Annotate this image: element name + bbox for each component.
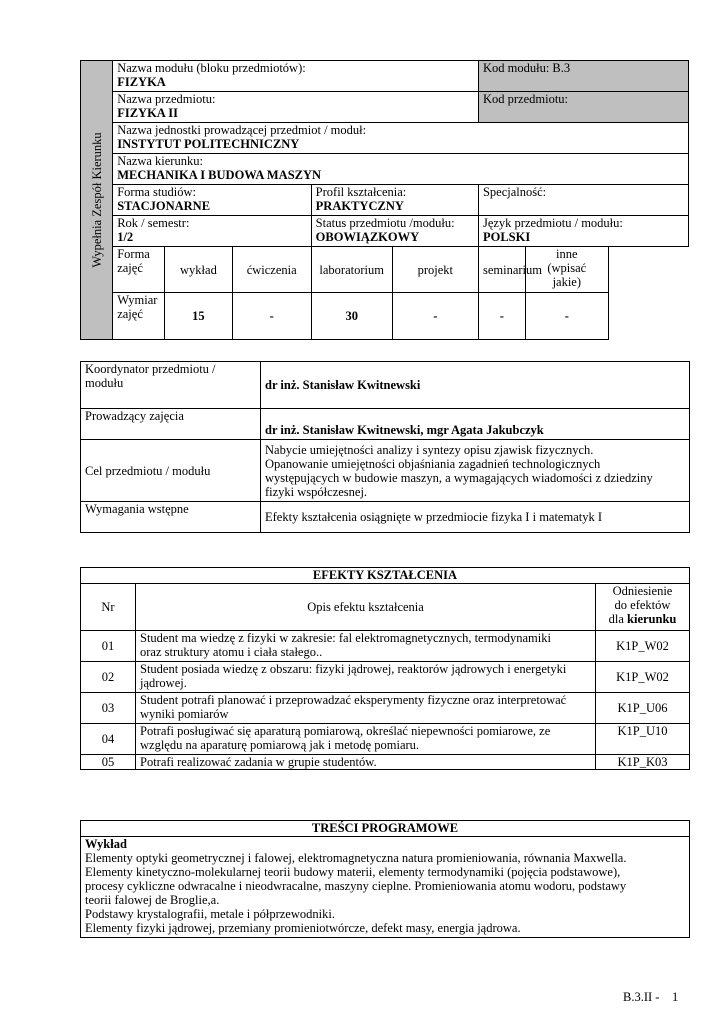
module-code-label: Kod modułu: B.3 bbox=[482, 61, 571, 75]
contents-line: Elementy kinetyczno-molekularnej teorii budowy materii, elementy termodynamiki (pojęcia podstawowe), bbox=[85, 865, 621, 879]
outcomes-col-ref bbox=[596, 584, 690, 631]
field-label: Nazwa kierunku: bbox=[117, 154, 203, 168]
subject-code-cell bbox=[478, 92, 688, 123]
subject-name-cell bbox=[113, 92, 479, 123]
outcome-nr: 01 bbox=[81, 631, 136, 662]
contents-line: procesy cykliczne odwracalne i nieodwracalne, maszyny cieplne. Promieniowania atomu wodoru, podstawy bbox=[85, 879, 627, 893]
outcomes-table bbox=[80, 567, 690, 770]
contents-line: Elementy optyki geometrycznej i falowej, elektromagnetyczna natura promieniowania, równania Maxwella. bbox=[85, 851, 627, 865]
subject-name-label: Nazwa przedmiotu: bbox=[117, 92, 216, 106]
table-row bbox=[81, 662, 690, 693]
side-label: Wypełnia Zespół Kierunku bbox=[89, 132, 104, 268]
outcome-desc bbox=[136, 693, 596, 724]
goal-value bbox=[261, 440, 690, 502]
table-row bbox=[81, 631, 690, 662]
year-value: 1/2 bbox=[117, 230, 134, 244]
status-value: OBOWIĄZKOWY bbox=[315, 230, 420, 244]
subject-code-label: Kod przedmiotu: bbox=[482, 92, 569, 106]
goal-line: Opanowanie umiejętności objaśniania zagadnień technologicznych bbox=[265, 456, 601, 471]
hours-label bbox=[113, 293, 165, 340]
outcome-desc-line: oraz struktury atomu i ciała stałego.. bbox=[140, 645, 323, 659]
module-name-value: FIZYKA bbox=[117, 75, 166, 89]
outcome-nr: 02 bbox=[81, 662, 136, 693]
outcomes-col-nr: Nr bbox=[81, 584, 136, 631]
outcome-nr: 03 bbox=[81, 693, 136, 724]
coordinator-label-2: modułu bbox=[85, 376, 124, 390]
outcome-desc-line: Student ma wiedzę z fizyki w zakresie: fal elektromagnetycznych, termodynamiki bbox=[140, 631, 551, 645]
page-number: 1 bbox=[671, 990, 679, 1004]
outcome-desc-line: względu na aparaturę pomiarową jak i metodę pomiaru. bbox=[140, 738, 420, 752]
other-line-1: inne bbox=[556, 247, 578, 261]
outcome-ref: K1P_K03 bbox=[596, 755, 690, 770]
coordinator-label-1: Koordynator przedmiotu / bbox=[85, 362, 216, 376]
unit-cell bbox=[113, 123, 689, 154]
specialty-cell bbox=[478, 185, 688, 216]
hours-laboratory: 30 bbox=[311, 293, 392, 340]
contents-table bbox=[80, 820, 690, 938]
side-label-cell bbox=[81, 61, 113, 340]
teachers-value: dr inż. Stanisław Kwitnewski, mgr Agata Jakubczyk bbox=[261, 409, 690, 440]
year-label: Rok / semestr: bbox=[117, 216, 190, 230]
unit-value: INSTYTUT POLITECHNICZNY bbox=[117, 137, 300, 151]
course-info-table bbox=[80, 361, 690, 533]
outcome-ref: K1P_U10 bbox=[596, 724, 690, 755]
class-form-lecture: wykład bbox=[165, 247, 233, 293]
year-cell bbox=[113, 216, 311, 247]
goal-line: Nabycie umiejętności analizy i syntezy opisu zjawisk fizycznych. bbox=[265, 442, 594, 457]
module-name-cell bbox=[113, 61, 479, 92]
study-form-label: Forma studiów: bbox=[117, 185, 197, 199]
class-form-project: projekt bbox=[392, 247, 478, 293]
coordinator-value: dr inż. Stanisław Kwitnewski bbox=[261, 362, 690, 409]
unit-label: Nazwa jednostki prowadzącej przedmiot / moduł: bbox=[117, 123, 367, 137]
contents-line: Podstawy krystalografii, metale i półprzewodniki. bbox=[85, 907, 335, 921]
outcome-desc bbox=[136, 631, 596, 662]
outcomes-col-desc: Opis efektu kształcenia bbox=[136, 584, 596, 631]
specialty-label: Specjalność: bbox=[482, 185, 547, 199]
goal-line: fizyki współczesnej. bbox=[265, 484, 368, 499]
contents-line: teorii falowej de Broglie,a. bbox=[85, 893, 220, 907]
outcome-desc bbox=[136, 724, 596, 755]
outcome-desc-line: Student potrafi planować i przeprowadzać eksperymenty fizyczne oraz interpretować bbox=[140, 693, 567, 707]
coordinator-label-cell bbox=[81, 362, 261, 409]
subject-name-value: FIZYKA II bbox=[117, 106, 178, 120]
page-code: B.3.II - bbox=[623, 990, 660, 1004]
profile-value: PRAKTYCZNY bbox=[315, 199, 404, 213]
table-row bbox=[81, 724, 690, 755]
language-cell bbox=[478, 216, 688, 247]
hours-seminar: - bbox=[478, 293, 525, 340]
hours-other: - bbox=[525, 293, 608, 340]
hours-project: - bbox=[392, 293, 478, 340]
teachers-label: Prowadzący zajęcia bbox=[81, 409, 261, 440]
contents-title: TREŚCI PROGRAMOWE bbox=[81, 821, 690, 837]
contents-body bbox=[81, 837, 690, 938]
outcome-ref: K1P_W02 bbox=[596, 631, 690, 662]
table-row bbox=[81, 755, 690, 770]
col-ref-line-2: do efektów bbox=[614, 598, 671, 612]
field-cell bbox=[113, 154, 689, 185]
study-form-cell bbox=[113, 185, 311, 216]
class-form-laboratory: laboratorium bbox=[311, 247, 392, 293]
status-cell bbox=[311, 216, 478, 247]
outcome-desc-line: jądrowej. bbox=[140, 676, 187, 690]
table-row bbox=[81, 693, 690, 724]
outcomes-title: EFEKTY KSZTAŁCENIA bbox=[81, 568, 690, 584]
language-value: POLSKI bbox=[482, 230, 531, 244]
col-ref-line-1: Odniesienie bbox=[612, 584, 673, 598]
prereq-value: Efekty kształcenia osiągnięte w przedmiocie fizyka I i matematyk I bbox=[261, 502, 690, 533]
hours-exercises: - bbox=[232, 293, 311, 340]
contents-section-title: Wykład bbox=[85, 837, 127, 851]
module-info-table bbox=[80, 60, 689, 340]
module-name-label: Nazwa modułu (bloku przedmiotów): bbox=[117, 61, 306, 75]
page-footer bbox=[623, 990, 678, 1005]
hours-label-2: zajęć bbox=[117, 307, 143, 321]
class-form-seminar: seminarium bbox=[478, 247, 525, 293]
prereq-label: Wymagania wstępne bbox=[81, 502, 261, 533]
outcome-nr: 04 bbox=[81, 724, 136, 755]
hours-label-1: Wymiar bbox=[117, 293, 158, 307]
status-label: Status przedmiotu /modułu: bbox=[315, 216, 455, 230]
col-ref-line-3-bold: kierunku bbox=[627, 612, 677, 626]
col-ref-line-3: dla bbox=[608, 612, 628, 626]
outcome-ref: K1P_W02 bbox=[596, 662, 690, 693]
goal-label: Cel przedmiotu / modułu bbox=[81, 440, 261, 502]
outcome-nr: 05 bbox=[81, 755, 136, 770]
field-value: MECHANIKA I BUDOWA MASZYN bbox=[117, 168, 322, 182]
outcome-desc-line: wyniki pomiarów bbox=[140, 707, 229, 721]
goal-line: występujących w budowie maszyn, a wymagających wiadomości z dziedziny bbox=[265, 470, 653, 485]
study-form-value: STACJONARNE bbox=[117, 199, 211, 213]
profile-label: Profil kształcenia: bbox=[315, 185, 407, 199]
outcome-desc-line: Potrafi posługiwać się aparaturą pomiarową, określać niepewności pomiarowe, ze bbox=[140, 724, 551, 738]
hours-lecture: 15 bbox=[165, 293, 233, 340]
class-form-exercises: ćwiczenia bbox=[232, 247, 311, 293]
contents-line: Elementy fizyki jądrowej, przemiany promieniotwórcze, defekt masy, energia jądrowa. bbox=[85, 921, 521, 935]
profile-cell bbox=[311, 185, 478, 216]
outcome-ref: K1P_U06 bbox=[596, 693, 690, 724]
outcome-desc bbox=[136, 662, 596, 693]
other-line-2: (wpisać bbox=[547, 261, 587, 275]
module-code-cell bbox=[478, 61, 688, 92]
outcome-desc: Potrafi realizować zadania w grupie studentów. bbox=[136, 755, 596, 770]
class-form-label: Forma zajęć bbox=[113, 247, 165, 293]
language-label: Język przedmiotu / modułu: bbox=[482, 216, 623, 230]
other-line-3: jakie) bbox=[552, 275, 582, 289]
outcome-desc-line: Student posiada wiedzę z obszaru: fizyki jądrowej, reaktorów jądrowych i energetyki bbox=[140, 662, 567, 676]
